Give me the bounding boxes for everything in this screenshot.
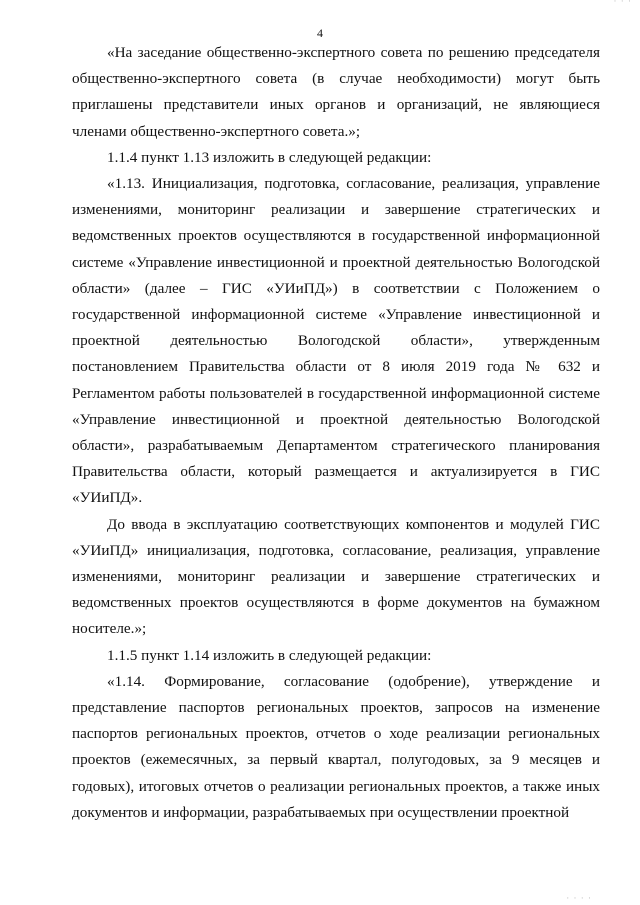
paragraph-paper-documents: До ввода в эксплуатацию соответствующих компонентов и модулей ГИС «УИиПД» инициализация, подготовка, согласование, реализация, управление изменениями, мониторинг реализации и завершение стратегических и ведомственных проектов осуществляются в форме документов на бумажном носителе.»; [72,515,600,638]
paragraph-council-meeting: «На заседание общественно-экспертного совета по решению председателя общественно-экспертного совета (в случае необходимости) могут быть приглашены представители иных органов и организаций, не являющиеся членами общественно-экспертного совета.»; [72,44,600,140]
paragraph-clause-1-13: «1.13. Инициализация, подготовка, согласование, реализация, управление изменениями, мониторинг реализации и завершение стратегических и ведомственных проектов осуществляются в государственной информационной системе «Управление инвестиционной и проектной деятельностью Вологодской области» (далее – ГИС «УИиПД») в соответствии с Положением о государственной информационной системе «Управление инвестиционной и проектной деятельностью Вологодской области», утвержденным постановлением Правительства области от 8 июля 2019 года № 632 и Регламентом работы пользователей в государственной информационной системе «Управление инвестиционной и проектной деятельностью Вологодской области», разрабатываемым Департаментом стратегического планирования Правительства области, который размещается и актуализируется в ГИС «УИиПД». [72,175,600,507]
paragraph-clause-1-14: «1.14. Формирование, согласование (одобрение), утверждение и представление паспортов региональных проектов, запросов на изменение паспортов региональных проектов, отчетов о ходе реализации региональных проектов (ежемесячных, за первый квартал, полугодовых, за 9 месяцев и годовых), итоговых отчетов о реализации региональных проектов, а также иных документов и информации, разрабатываемых при осуществлении проектной [72,672,600,821]
scan-artifact-bottom: · · · · [566,893,592,903]
paragraph-item-1-1-4: 1.1.4 пункт 1.13 изложить в следующей редакции: [107,148,432,166]
scan-artifact-top: · · · [613,0,632,6]
paragraph-item-1-1-5: 1.1.5 пункт 1.14 изложить в следующей редакции: [107,646,432,664]
document-body [72,40,600,826]
page-number: 4 [317,26,323,40]
